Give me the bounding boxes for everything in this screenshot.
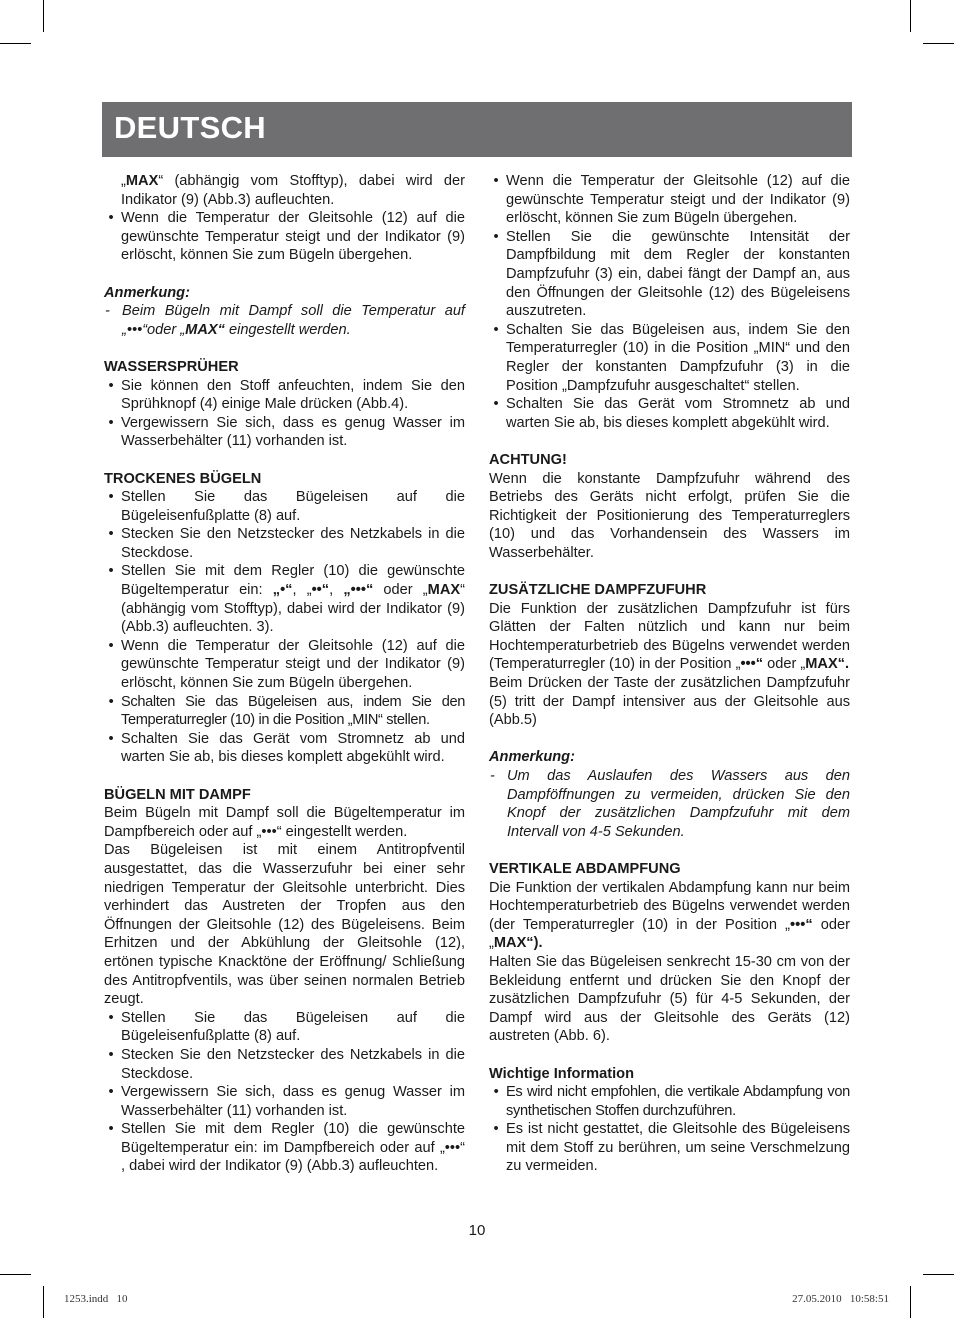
footer-datetime: 27.05.2010 10:58:51 — [792, 1293, 889, 1305]
list-item: • Stellen Sie das Bügeleisen auf die Bügeleisenfußplatte (8) auf. — [108, 489, 465, 524]
crop-mark — [43, 1286, 44, 1318]
section-heading-zusatzliche-dampfzufuhr: ZUSÄTZLICHE DAMPFZUFUHR — [489, 582, 707, 599]
list-item: • Stellen Sie die gewünschte Intensität der Dampfbildung mit dem Regler der konstanten Dampfzufuhr (3) ein, dabei fängt der Dampf an, aus den Öffnungen der Gleitsohle (12) des Bügeleisens auszutreten. — [493, 228, 850, 320]
list-item: • Schalten Sie das Gerät vom Stromnetz ab und warten Sie ab, bis dieses komplett abgekühlt wird. — [493, 396, 850, 431]
section-heading-wasserspruher: WASSERSPRÜHER — [104, 358, 239, 375]
list-item: • Stellen Sie mit dem Regler (10) die gewünschte Bügeltemperatur ein: im Dampfbereich oder auf „•••“ , dabei wird der Indikator (9) (Abb.3) aufleuchten. — [108, 1121, 465, 1175]
crop-mark — [910, 0, 911, 32]
left-column — [104, 172, 465, 1176]
crop-mark — [43, 0, 44, 32]
crop-mark — [910, 1286, 911, 1318]
section-heading-achtung: ACHTUNG! — [489, 451, 567, 468]
note-heading: Anmerkung: — [489, 749, 575, 766]
list-item: • Wenn die Temperatur der Gleitsohle (12) auf die gewünschte Temperatur steigt und der Indikator (9) erlöscht, können Sie zum Bügeln übergehen. — [493, 173, 850, 227]
continued-paragraph: „MAX“ (abhängig vom Stofftyp), dabei wird der Indikator (9) (Abb.3) aufleuchten. — [121, 173, 465, 208]
list-item: • Schalten Sie das Bügeleisen aus, indem Sie den Temperaturregler (10) in die Position „MIN“ stellen. — [108, 693, 465, 729]
list-item: • Schalten Sie das Bügeleisen aus, indem Sie den Temperaturregler (10) in die Position „MIN“ und den Regler der konstanten Dampfzufuhr (3) in die Position „Dampfzufuhr ausgeschaltet“ stellen. — [493, 321, 850, 394]
note-text: - Um das Auslaufen des Wassers aus den Dampföffnungen zu vermeiden, drücken Sie den Knopf der zusätzlichen Dampfzufuhr mit dem Intervall von 4-5 Sekunden. — [490, 768, 850, 840]
list-item: • Stellen Sie das Bügeleisen auf die Bügeleisenfußplatte (8) auf. — [108, 1009, 465, 1045]
section-heading-wichtige-information: Wichtige Information — [489, 1065, 634, 1082]
paragraph: Die Funktion der vertikalen Abdampfung kann nur beim Hochtemperaturbetrieb des Bügelns verwendet werden (der Temperaturregler (10) in der Position „•••“ oder „MAX“). — [489, 879, 851, 952]
paragraph: Die Funktion der zusätzlichen Dampfzufuhr ist fürs Glätten der Falten nützlich und kann nur beim Hochtemperaturbetrieb des Bügelns verwendet werden (Temperaturregler (10) in der Position „•••“ oder „MAX“. — [489, 600, 850, 673]
list-item: • Es wird nicht empfohlen, die vertikale Abdampfung von synthetischen Stoffen durchzuführen. — [493, 1084, 850, 1119]
language-header-bar — [102, 102, 852, 157]
note-heading: Anmerkung: — [104, 284, 190, 301]
crop-mark — [0, 43, 31, 44]
note-text: - Beim Bügeln mit Dampf soll die Temperatur auf „•••“oder „MAX“ eingestellt werden. — [105, 303, 465, 338]
section-heading-bugeln-mit-dampf: BÜGELN MIT DAMPF — [104, 786, 251, 803]
section-heading-vertikale-abdampfung: VERTIKALE ABDAMPFUNG — [489, 860, 681, 877]
section-heading-trockenes-bugeln: TROCKENES BÜGELN — [104, 470, 262, 487]
paragraph: Wenn die konstante Dampfzufuhr während des Betriebs des Geräts nicht erfolgt, prüfen Sie die Richtigkeit der Positionierung des Temperaturreglers (10) und das Vorhandensein des Wassers im Wasserbehälter. — [489, 470, 850, 561]
paragraph: Das Bügeleisen ist mit einem Antitropfventil ausgestattet, das die Wasserzufuhr bei einer sehr niedrigen Temperatur der Gleitsohle unterbricht. Dies verhindert das Austreten der Tropfen aus den Öffnungen der Gleitsohle (12) des Bügeleisens. Beim Erhitzen und der Abkühlung der Gleitsohle (12), ertönen typische Knacktöne der Eröffnung/ Schließung des Antitropfventils, was über seinen normalen Betrieb zeugt. — [104, 842, 465, 1008]
list-item: • Wenn die Temperatur der Gleitsohle (12) auf die gewünschte Temperatur steigt und der Indikator (9) erlöscht, können Sie zum Bügeln übergehen. — [108, 210, 465, 264]
page-number: 10 — [468, 1222, 486, 1239]
list-item: • Vergewissern Sie sich, dass es genug Wasser im Wasserbehälter (11) vorhanden ist. — [108, 414, 465, 450]
list-item: • Es ist nicht gestattet, die Gleitsohle des Bügeleisens mit dem Stoff zu berühren, um seine Verschmelzung zu vermeiden. — [493, 1121, 850, 1175]
list-item: • Stellen Sie mit dem Regler (10) die gewünschte Bügeltemperatur ein: „•“, „••“, „•••“ oder „MAX“ (abhängig vom Stofftyp), dabei wird der Indikator (9) (Abb.3) aufleuchten. 3). — [108, 563, 465, 636]
footer-file-info: 1253.indd 10 — [64, 1293, 128, 1305]
paragraph: Beim Drücken der Taste der zusätzlichen Dampfzufuhr (5) tritt der Dampf intensiver aus der Gleitsohle aus (Abb.5) — [489, 675, 850, 729]
list-item: • Vergewissern Sie sich, dass es genug Wasser im Wasserbehälter (11) vorhanden ist. — [108, 1084, 465, 1119]
crop-mark — [923, 1274, 954, 1275]
crop-mark — [0, 1274, 31, 1275]
crop-mark — [923, 43, 954, 44]
list-item: • Sie können den Stoff anfeuchten, indem Sie den Sprühknopf (4) einige Male drücken (Abb.4). — [108, 377, 465, 413]
list-item: • Stecken Sie den Netzstecker des Netzkabels in die Steckdose. — [108, 526, 465, 561]
list-item: • Schalten Sie das Gerät vom Stromnetz ab und warten Sie ab, bis dieses komplett abgekühlt wird. — [108, 730, 465, 766]
list-item: • Stecken Sie den Netzstecker des Netzkabels in die Steckdose. — [108, 1046, 465, 1082]
paragraph: Beim Bügeln mit Dampf soll die Bügeltemperatur im Dampfbereich oder auf „•••“ eingestellt werden. — [104, 805, 465, 840]
page-title: DEUTSCH — [114, 110, 266, 145]
right-column — [489, 172, 850, 1176]
list-item: • Wenn die Temperatur der Gleitsohle (12) auf die gewünschte Temperatur steigt und der Indikator (9) erlöscht, können Sie zum Bügeln übergehen. — [108, 637, 465, 692]
paragraph: Halten Sie das Bügeleisen senkrecht 15-30 cm von der Bekleidung entfernt und drücken Sie den Knopf der zusätzlichen Dampfzufuhr (5) für 4-5 Sekunden, der Dampf wird aus der Gleitsohle des Geräts (12) austreten (Abb. 6). — [489, 953, 850, 1045]
